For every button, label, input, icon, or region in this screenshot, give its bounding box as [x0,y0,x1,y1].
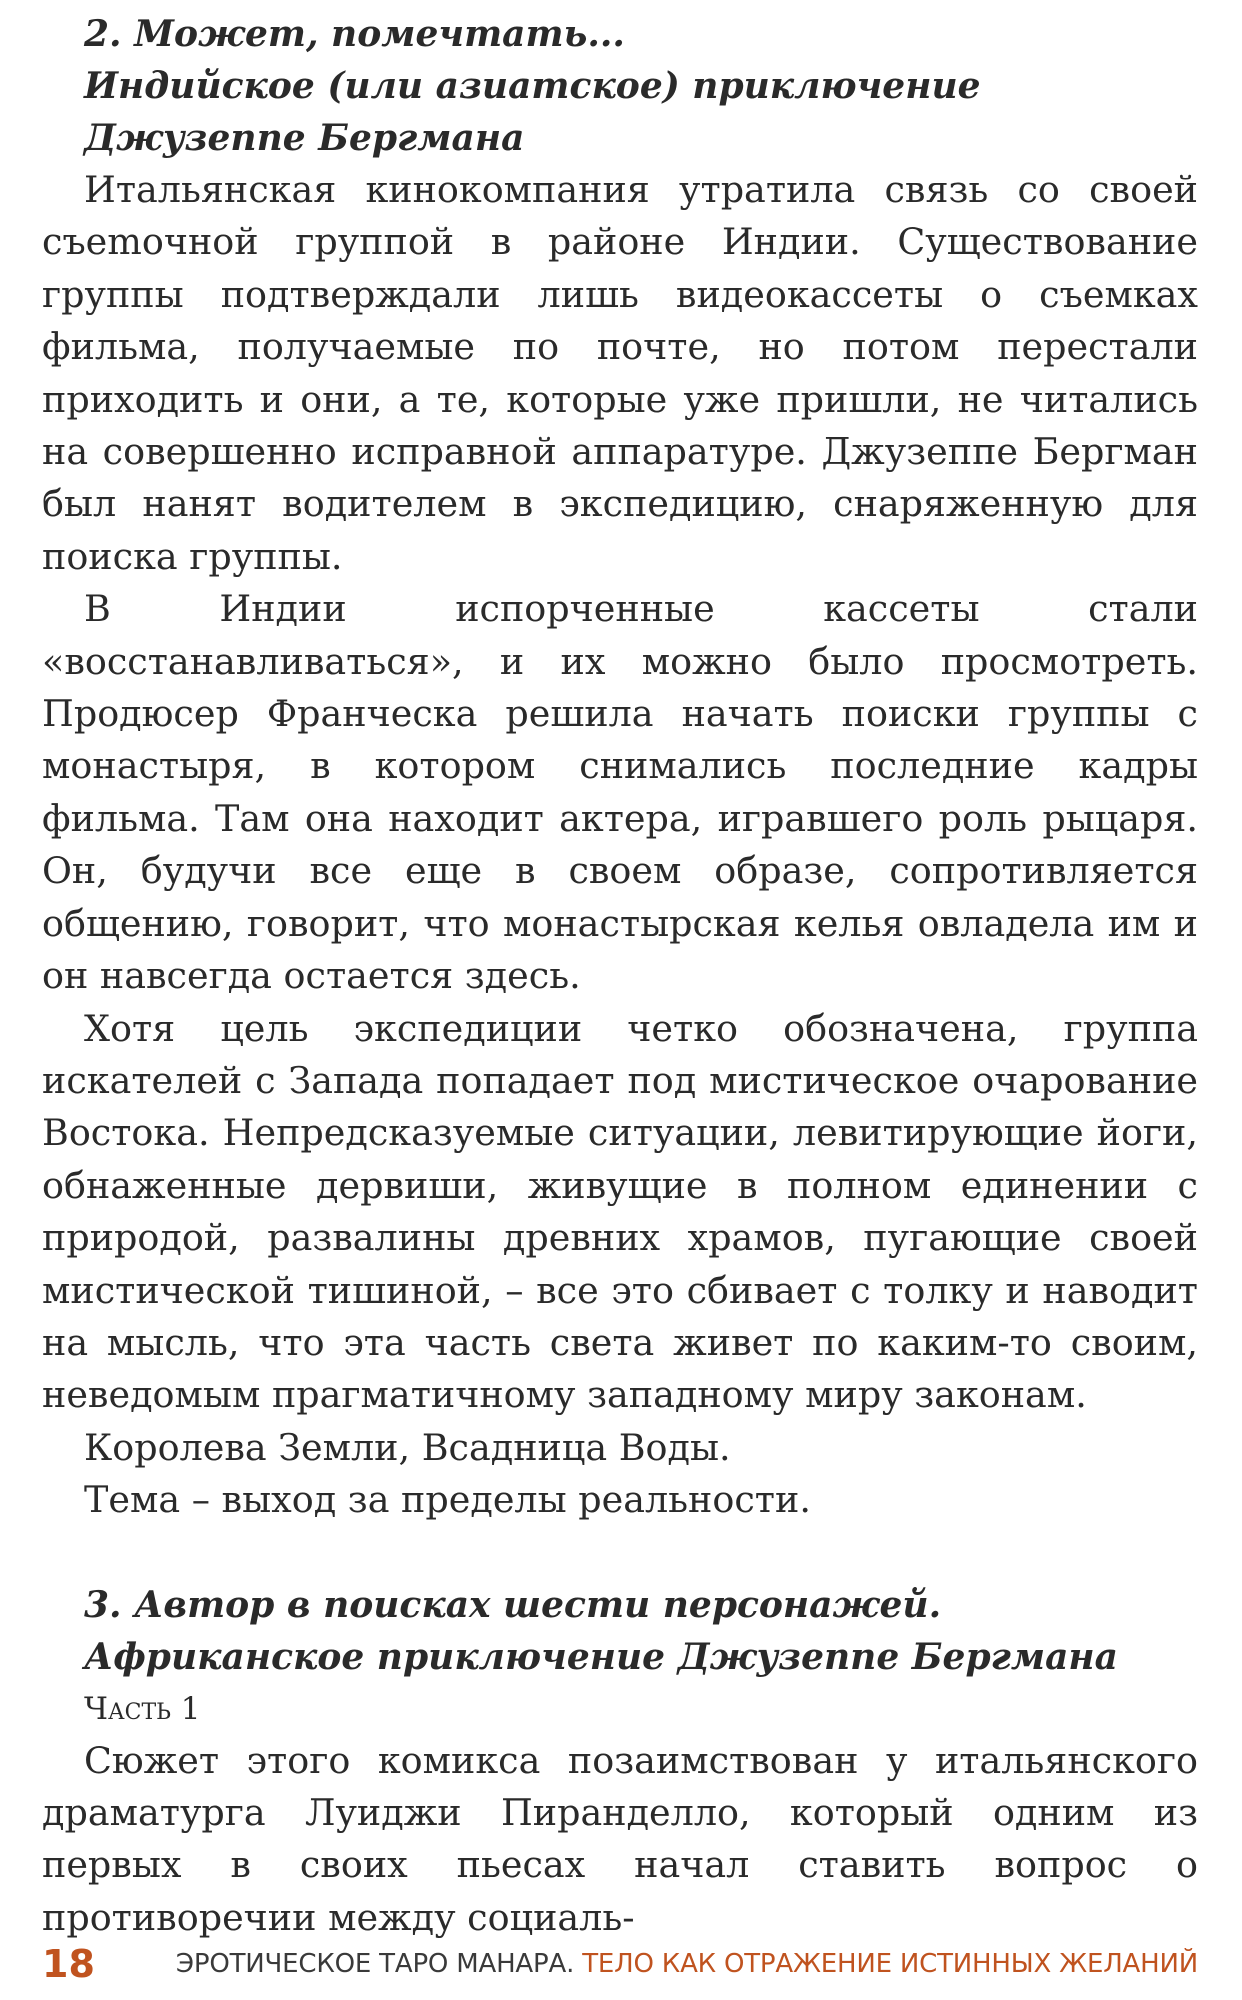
running-head-subtitle: ТЕЛО КАК ОТРАЖЕНИЕ ИСТИННЫХ ЖЕЛАНИЙ [582,1949,1198,1979]
section-3-heading [42,1579,1198,1683]
running-head [176,1944,1198,1984]
paragraph: Сюжет этого комикса позаимствован у итальянского драматурга Луиджи Пиранделло, который одним из первых в своих пьесах начал ставить вопрос о противоречии между социаль- [42,1738,1198,1939]
section-3-heading-line: Африканское приключение Джузеппе Бергмана [84,1635,1118,1678]
paragraph: Хотя цель экспедиции четко обозначена, группа искателей с Запада попадает под мистическое очарование Востока. Непредсказуемые ситуации, левитирующие йоги, обнаженные дервиши, живущие в полном единении с природой, развалины древних храмов, пугающие своей мистической тишиной, – все это сбивает с толку и наводит на мысль, что эта часть света живет по каким-то своим, неведомым прагматичному западному миру законам. [42,1006,1198,1417]
section-3-heading-line: 3. Автор в поисках шести персонажей. [84,1583,942,1626]
paragraph: Тема – выход за пределы реальности. [84,1478,811,1522]
section-2-heading-line: Индийское (или азиатское) приключение [84,65,981,107]
section-2-heading-line: Джузеппе Бергмана [84,117,525,159]
paragraph: Королева Земли, Всадница Воды. [84,1425,731,1469]
section-spacer [42,1527,1198,1579]
paragraph: В Индии испорченные кассеты стали «восстанавливаться», и их можно было просмотреть. Продюсер Франческа решила начать поиски группы с монастыря, в котором снимались последние кадры фильма. Там она находит актера, игравшего роль рыцаря. Он, будучи все еще в своем образе, сопротивляется общению, говорит, что монастырская келья овладела им и он навсегда остается здесь. [42,587,1198,998]
part-label: Часть 1 [84,1690,201,1727]
page-content [42,8,1198,1944]
running-head-book-title: ЭРОТИЧЕСКОЕ ТАРО МАНАРА. [175,1949,575,1979]
page-footer [42,1938,1198,1990]
section-2-heading [42,8,1198,164]
section-2-heading-line: 2. Может, помечтать... [84,13,625,55]
page-number: 18 [42,1942,95,1986]
paragraph: Итальянская кинокомпания утратила связь со своей съеmочной группой в районе Индии. Существование группы подтверждали лишь видеокассеты о съемках фильма, получаемые по почте, но потом перестали приходить и они, а те, которые уже пришли, не читались на совершенно исправной аппаратуре. Джузеппе Бергман был нанят водителем в экспедицию, снаряженную для поиска группы. [42,168,1198,578]
